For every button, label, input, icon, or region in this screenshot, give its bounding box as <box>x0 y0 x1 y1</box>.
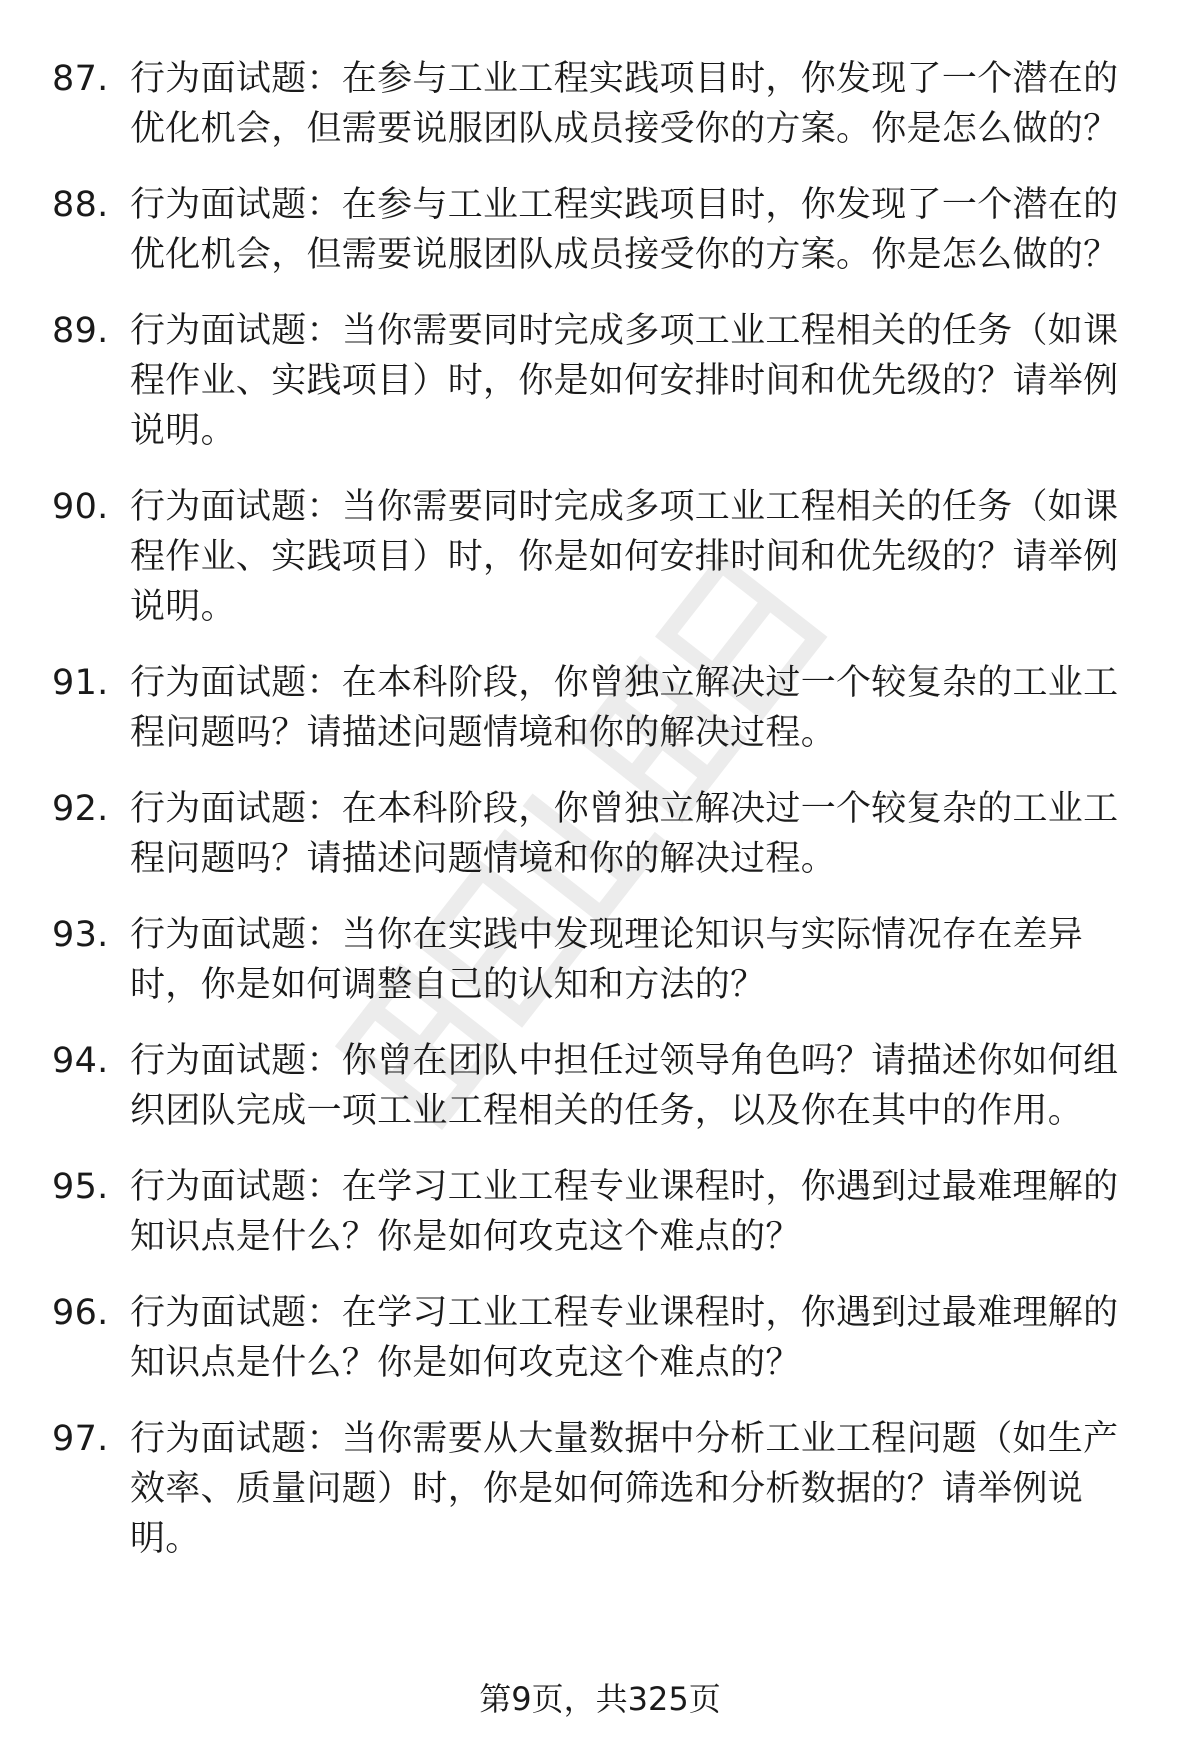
question-text: 行为面试题：在参与工业工程实践项目时，你发现了一个潜在的优化机会，但需要说服团队成员接受你的方案。你是怎么做的？ <box>130 185 1119 275</box>
question-number: 90. <box>52 487 109 527</box>
question-text: 行为面试题：当你需要同时完成多项工业工程相关的任务（如课程作业、实践项目）时，你是如何安排时间和优先级的？请举例说明。 <box>130 311 1119 451</box>
question-number: 94. <box>52 1041 109 1081</box>
question-number: 93. <box>52 915 109 955</box>
question-number: 95. <box>52 1167 109 1207</box>
question-text: 行为面试题：在本科阶段，你曾独立解决过一个较复杂的工业工程问题吗？请描述问题情境和你的解决过程。 <box>130 663 1119 753</box>
question-item <box>0 784 1200 884</box>
question-item <box>0 1162 1200 1262</box>
question-text: 行为面试题：在本科阶段，你曾独立解决过一个较复杂的工业工程问题吗？请描述问题情境和你的解决过程。 <box>130 789 1119 879</box>
question-list <box>0 54 1200 1590</box>
question-item <box>0 658 1200 758</box>
question-number: 87. <box>52 59 109 99</box>
question-text: 行为面试题：当你需要从大量数据中分析工业工程问题（如生产效率、质量问题）时，你是如何筛选和分析数据的？请举例说明。 <box>130 1419 1119 1559</box>
question-item <box>0 54 1200 154</box>
question-number: 96. <box>52 1293 109 1333</box>
question-number: 89. <box>52 311 109 351</box>
question-text: 行为面试题：在学习工业工程专业课程时，你遇到过最难理解的知识点是什么？你是如何攻克这个难点的？ <box>130 1167 1119 1257</box>
question-number: 97. <box>52 1419 109 1459</box>
page-number-footer: 第9页，共325页 <box>479 1680 721 1718</box>
question-item <box>0 482 1200 632</box>
question-item <box>0 910 1200 1010</box>
question-text: 行为面试题：当你需要同时完成多项工业工程相关的任务（如课程作业、实践项目）时，你是如何安排时间和优先级的？请举例说明。 <box>130 487 1119 627</box>
question-number: 92. <box>52 789 109 829</box>
question-item <box>0 1288 1200 1388</box>
question-item <box>0 306 1200 456</box>
question-number: 88. <box>52 185 109 225</box>
question-item <box>0 1036 1200 1136</box>
question-text: 行为面试题：在参与工业工程实践项目时，你发现了一个潜在的优化机会，但需要说服团队成员接受你的方案。你是怎么做的？ <box>130 59 1119 149</box>
question-text: 行为面试题：你曾在团队中担任过领导角色吗？请描述你如何组织团队完成一项工业工程相关的任务，以及你在其中的作用。 <box>130 1041 1119 1131</box>
question-item <box>0 180 1200 280</box>
question-text: 行为面试题：在学习工业工程专业课程时，你遇到过最难理解的知识点是什么？你是如何攻克这个难点的？ <box>130 1293 1119 1383</box>
question-number: 91. <box>52 663 109 703</box>
question-text: 行为面试题：当你在实践中发现理论知识与实际情况存在差异时，你是如何调整自己的认知和方法的？ <box>130 915 1084 1005</box>
question-item <box>0 1414 1200 1564</box>
